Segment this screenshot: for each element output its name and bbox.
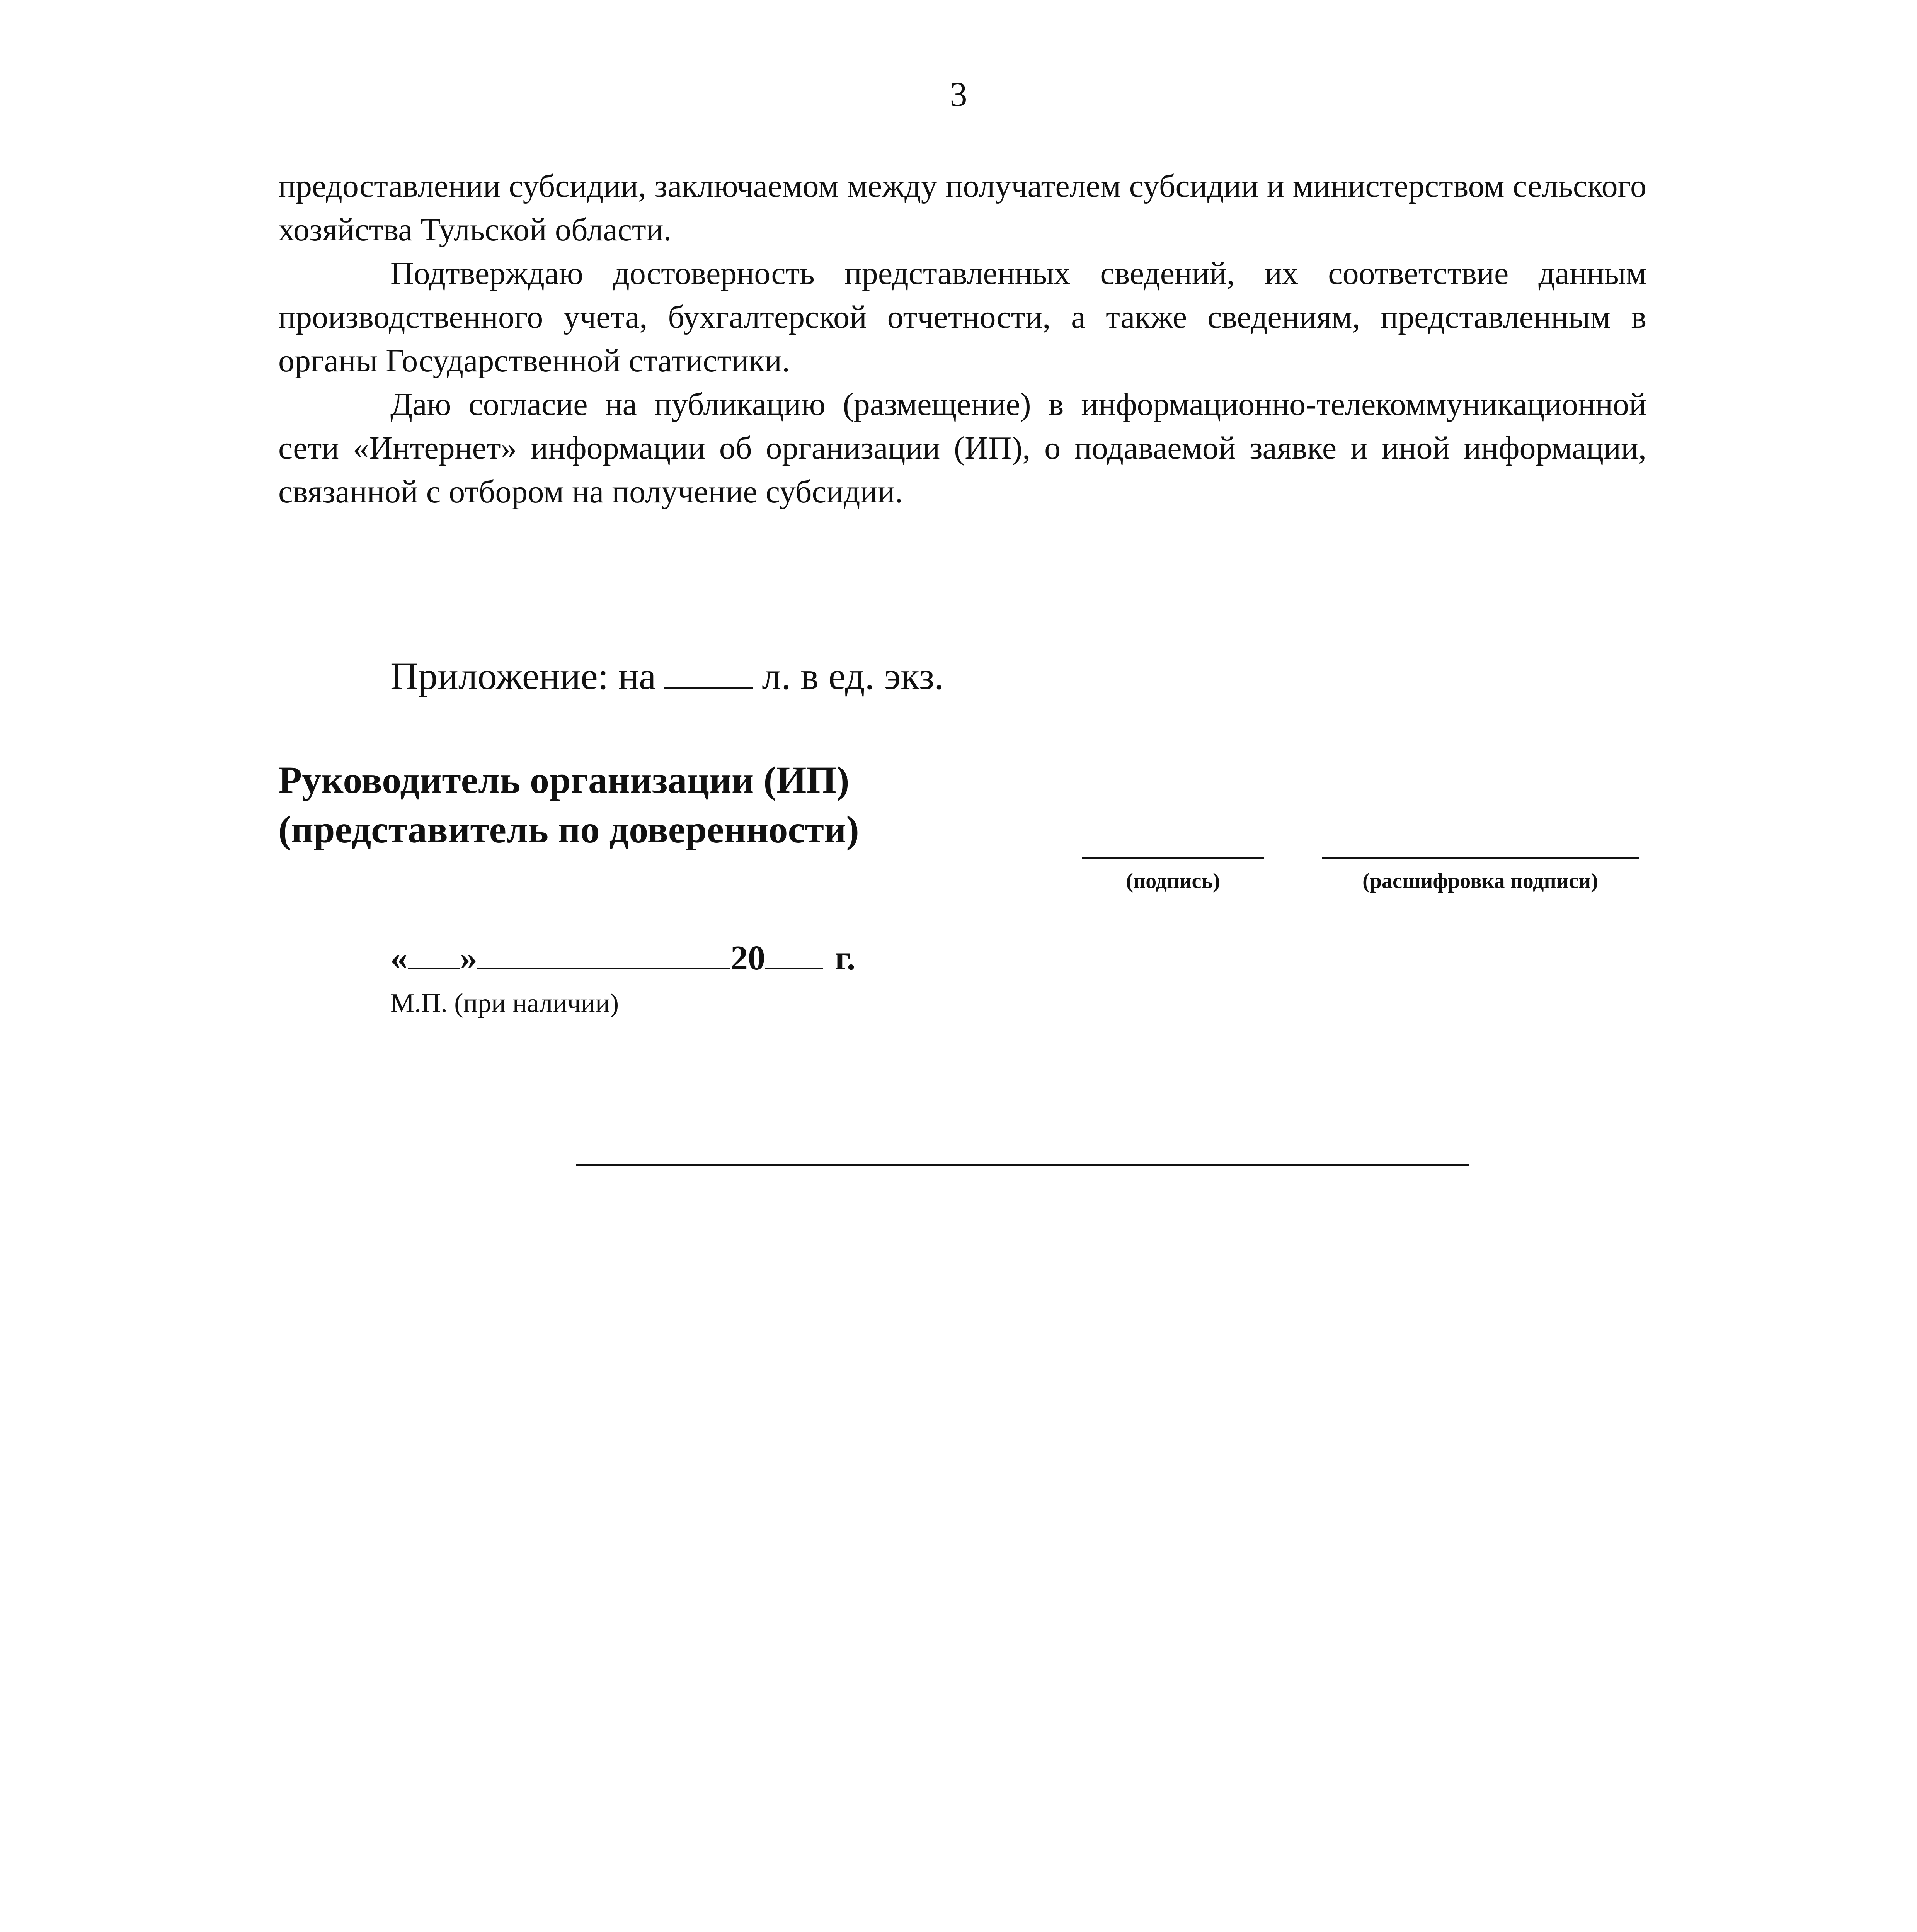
signature-blank[interactable] [1082, 857, 1264, 859]
date-month-blank[interactable] [477, 968, 730, 969]
paragraph-data-confirmation: Подтверждаю достоверность представленных сведений, их соответствие данным производственного учета, бухгалтерской отчетности, а также сведениям, представленным в органы Государственной статистики. [278, 255, 1646, 379]
page-number: 3 [950, 75, 967, 114]
date-day-blank[interactable] [408, 968, 460, 969]
date-close-quote: » [460, 939, 477, 977]
paragraph-agreement-continuation: предоставлении субсидии, заключаемом между получателем субсидии и министерством сельского хозяйства Тульской области. [278, 168, 1646, 248]
end-divider [576, 1164, 1469, 1166]
signatory-title [278, 755, 859, 854]
appendix-prefix: Приложение: на [390, 655, 656, 697]
date-year-suffix: г. [835, 939, 856, 977]
stamp-note: М.П. (при наличии) [390, 988, 619, 1018]
appendix-suffix: л. в ед. экз. [762, 655, 944, 697]
signature-caption: (подпись) [1126, 869, 1220, 893]
appendix-pages-blank[interactable] [664, 687, 753, 689]
paragraph-publication-consent: Даю согласие на публикацию (размещение) в информационно-телекоммуникационной сети «Интернет» информации об организации (ИП), о подаваемой заявке и иной информации, связанной с отбором на получение субсидии. [278, 386, 1646, 510]
signatory-title-line1: Руководитель организации (ИП) [278, 759, 850, 801]
signature-name-caption: (расшифровка подписи) [1362, 869, 1598, 893]
date-year-blank[interactable] [765, 968, 823, 969]
date-open-quote: « [390, 939, 408, 977]
date-line [390, 937, 855, 980]
date-year-prefix: 20 [730, 939, 765, 977]
signatory-title-line2: (представитель по доверенности) [278, 808, 859, 851]
signature-name-blank[interactable] [1322, 857, 1639, 859]
appendix-line [390, 653, 944, 699]
